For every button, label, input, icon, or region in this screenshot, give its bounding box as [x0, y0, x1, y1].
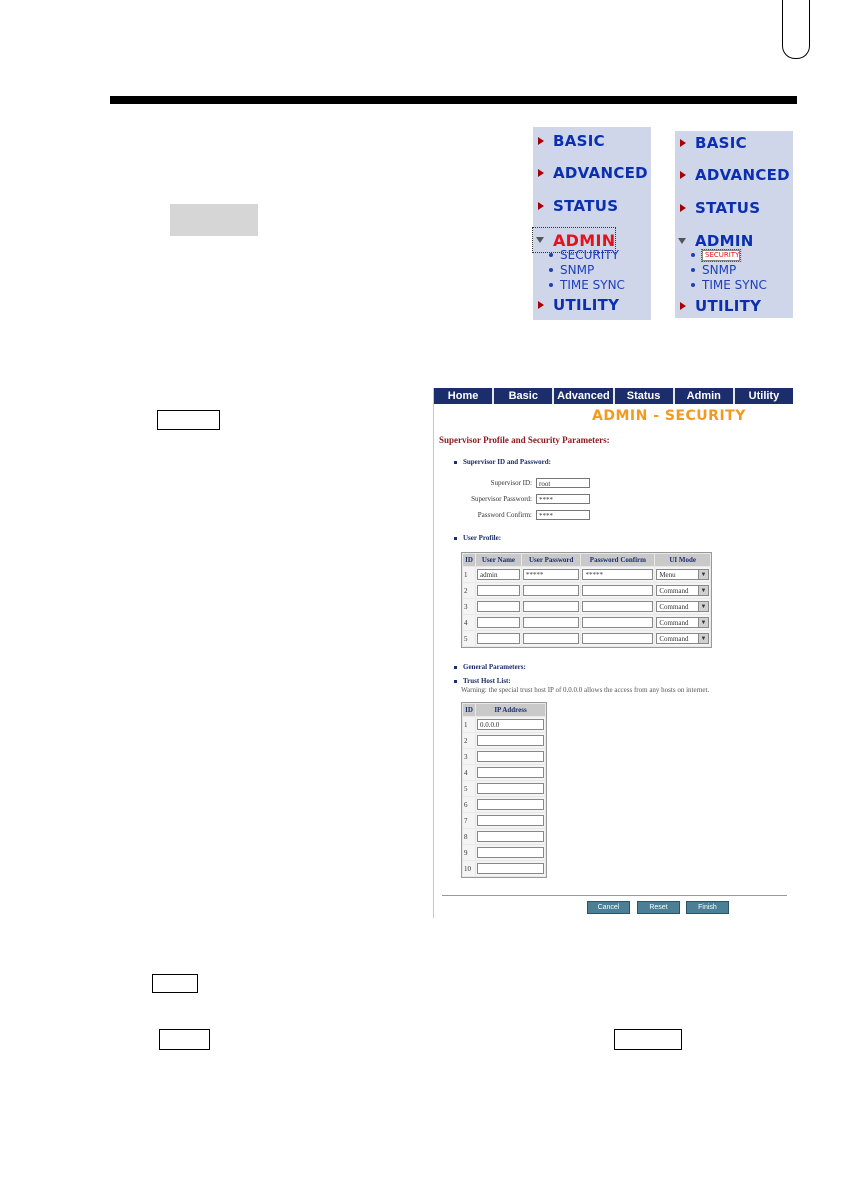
- table-row: [463, 733, 545, 748]
- menu-item-status[interactable]: STATUS: [533, 194, 618, 218]
- ip-address-input[interactable]: [477, 783, 544, 794]
- user-password-input[interactable]: [523, 601, 580, 612]
- general-parameters-heading: General Parameters:: [454, 663, 526, 671]
- chevron-down-icon: ▼: [698, 618, 708, 627]
- user-name-input[interactable]: [477, 601, 520, 612]
- row-id: 5: [463, 631, 475, 646]
- user-password-input[interactable]: *****: [523, 569, 580, 580]
- ui-mode-select[interactable]: Command ▼: [656, 585, 709, 596]
- user-password-input[interactable]: [523, 633, 580, 644]
- ui-mode-select[interactable]: Command ▼: [656, 601, 709, 612]
- submenu-item-time-sync[interactable]: TIME SYNC: [691, 278, 767, 292]
- header-rule: [110, 96, 797, 104]
- table-row: [463, 813, 545, 828]
- trust-host-heading: Trust Host List:: [454, 677, 511, 685]
- menu-item-basic[interactable]: BASIC: [533, 129, 605, 153]
- column-header: Password Confirm: [581, 554, 654, 566]
- label-box-4: [614, 1029, 682, 1050]
- password-confirm-input[interactable]: *****: [582, 569, 653, 580]
- arrow-right-icon: [680, 171, 686, 179]
- submenu-item-security[interactable]: SECURITY: [549, 248, 619, 262]
- arrow-right-icon: [538, 202, 544, 210]
- bullet-icon: [454, 461, 457, 464]
- table-row: [463, 583, 710, 598]
- highlight-box: [170, 204, 258, 236]
- top-nav: [434, 388, 793, 404]
- row-id: 4: [463, 615, 475, 630]
- table-row: [463, 615, 710, 630]
- menu-panel-right: [675, 131, 793, 318]
- cancel-button[interactable]: Cancel: [587, 901, 630, 914]
- supervisor-id-input[interactable]: root: [536, 478, 590, 488]
- label-box-3: [159, 1029, 210, 1050]
- ip-address-input[interactable]: [477, 767, 544, 778]
- arrow-down-icon: [678, 238, 686, 244]
- row-id: 3: [463, 749, 475, 764]
- label-box-1: [157, 410, 220, 430]
- ui-mode-select[interactable]: Menu ▼: [656, 569, 709, 580]
- supervisor-id-label: Supervisor ID:: [490, 479, 532, 487]
- column-header: UI Mode: [655, 554, 710, 566]
- table-row: [463, 829, 545, 844]
- bullet-icon: [691, 268, 695, 272]
- user-name-input[interactable]: admin: [477, 569, 520, 580]
- user-password-input[interactable]: [523, 617, 580, 628]
- ip-address-input[interactable]: [477, 831, 544, 842]
- arrow-right-icon: [680, 204, 686, 212]
- password-confirm-input[interactable]: [582, 601, 653, 612]
- nav-utility[interactable]: Utility: [748, 390, 780, 402]
- chevron-down-icon: ▼: [698, 602, 708, 611]
- column-header: IP Address: [476, 704, 545, 716]
- section-title: Supervisor Profile and Security Parameters:: [439, 435, 610, 445]
- submenu-item-security[interactable]: SECURITY: [691, 248, 740, 262]
- nav-home[interactable]: Home: [434, 388, 494, 404]
- page-title: ADMIN - SECURITY: [592, 408, 746, 424]
- table-row: [463, 781, 545, 796]
- menu-item-utility[interactable]: UTILITY: [533, 293, 619, 317]
- supervisor-password-input[interactable]: ****: [536, 494, 590, 504]
- table-row: [463, 599, 710, 614]
- supervisor-heading: Supervisor ID and Password:: [454, 458, 551, 466]
- finish-button[interactable]: Finish: [686, 901, 729, 914]
- arrow-right-icon: [680, 139, 686, 147]
- table-row: [463, 717, 545, 732]
- label-box-2: [152, 974, 198, 993]
- user-name-input[interactable]: [477, 633, 520, 644]
- ip-address-input[interactable]: [477, 799, 544, 810]
- submenu-item-snmp[interactable]: SNMP: [691, 263, 736, 277]
- nav-basic[interactable]: Basic: [494, 388, 554, 404]
- row-id: 8: [463, 829, 475, 844]
- column-header: ID: [463, 704, 475, 716]
- column-header: User Password: [522, 554, 581, 566]
- row-id: 4: [463, 765, 475, 780]
- chevron-down-icon: ▼: [698, 586, 708, 595]
- arrow-right-icon: [538, 301, 544, 309]
- password-confirm-input[interactable]: [582, 617, 653, 628]
- bullet-icon: [691, 253, 695, 257]
- table-row: [463, 845, 545, 860]
- row-id: 1: [463, 717, 475, 732]
- bullet-icon: [454, 680, 457, 683]
- divider: [442, 895, 787, 896]
- submenu-item-snmp[interactable]: SNMP: [549, 263, 594, 277]
- row-id: 3: [463, 599, 475, 614]
- table-row: [463, 749, 545, 764]
- nav-status[interactable]: Status: [615, 388, 675, 404]
- row-id: 2: [463, 583, 475, 598]
- trust-host-warning: Warning: the special trust host IP of 0.0.0.0 allows the access from any hosts on internet.: [461, 686, 710, 694]
- password-confirm-label: Password Confirm:: [477, 511, 532, 519]
- chevron-down-icon: ▼: [698, 570, 708, 579]
- user-name-input[interactable]: [477, 617, 520, 628]
- bullet-icon: [549, 283, 553, 287]
- submenu-item-time-sync[interactable]: TIME SYNC: [549, 278, 625, 292]
- row-id: 10: [463, 861, 475, 876]
- table-row: [463, 567, 710, 582]
- trust-host-table: [461, 702, 547, 878]
- user-name-input[interactable]: [477, 585, 520, 596]
- menu-item-admin[interactable]: ADMIN: [675, 229, 754, 253]
- menu-item-advanced[interactable]: ADVANCED: [675, 163, 790, 187]
- user-profile-table: [461, 552, 712, 648]
- table-header-row: [463, 704, 545, 716]
- ip-address-input[interactable]: [477, 815, 544, 826]
- row-id: 1: [463, 567, 475, 582]
- ip-address-input[interactable]: [477, 847, 544, 858]
- arrow-down-icon: [536, 237, 544, 243]
- arrow-right-icon: [538, 137, 544, 145]
- table-row: [463, 631, 710, 646]
- row-id: 7: [463, 813, 475, 828]
- menu-item-basic[interactable]: BASIC: [675, 131, 747, 155]
- password-confirm-input[interactable]: [582, 633, 653, 644]
- bullet-icon: [549, 253, 553, 257]
- bullet-icon: [549, 268, 553, 272]
- ip-address-input[interactable]: 0.0.0.0: [477, 719, 544, 730]
- ip-address-input[interactable]: [477, 735, 544, 746]
- reset-button[interactable]: Reset: [637, 901, 680, 914]
- row-id: 2: [463, 733, 475, 748]
- user-profile-heading: User Profile:: [454, 534, 501, 542]
- table-header-row: [463, 554, 710, 566]
- nav-admin[interactable]: Admin: [675, 388, 735, 404]
- user-password-input[interactable]: [523, 585, 580, 596]
- password-confirm-input[interactable]: [582, 585, 653, 596]
- arrow-right-icon: [680, 302, 686, 310]
- bullet-icon: [454, 537, 457, 540]
- table-row: [463, 861, 545, 876]
- table-row: [463, 797, 545, 812]
- row-id: 5: [463, 781, 475, 796]
- ip-address-input[interactable]: [477, 863, 544, 874]
- admin-security-screenshot: [433, 388, 793, 918]
- page-tab-marker: [782, 0, 810, 59]
- bullet-icon: [454, 666, 457, 669]
- row-id: 9: [463, 845, 475, 860]
- bullet-icon: [691, 283, 695, 287]
- arrow-right-icon: [538, 169, 544, 177]
- menu-item-advanced[interactable]: ADVANCED: [533, 161, 648, 185]
- column-header: User Name: [476, 554, 521, 566]
- chevron-down-icon: ▼: [698, 634, 708, 643]
- nav-advanced[interactable]: Advanced: [554, 388, 614, 404]
- menu-panel-left: [533, 127, 651, 320]
- ui-mode-select[interactable]: Command ▼: [656, 633, 709, 644]
- table-row: [463, 765, 545, 780]
- menu-item-status[interactable]: STATUS: [675, 196, 760, 220]
- row-id: 6: [463, 797, 475, 812]
- menu-item-admin[interactable]: ADMIN: [533, 228, 615, 252]
- ui-mode-select[interactable]: Command ▼: [656, 617, 709, 628]
- supervisor-password-label: Supervisor Password:: [471, 495, 532, 503]
- column-header: ID: [463, 554, 475, 566]
- ip-address-input[interactable]: [477, 751, 544, 762]
- password-confirm-input[interactable]: ****: [536, 510, 590, 520]
- menu-item-utility[interactable]: UTILITY: [675, 294, 761, 318]
